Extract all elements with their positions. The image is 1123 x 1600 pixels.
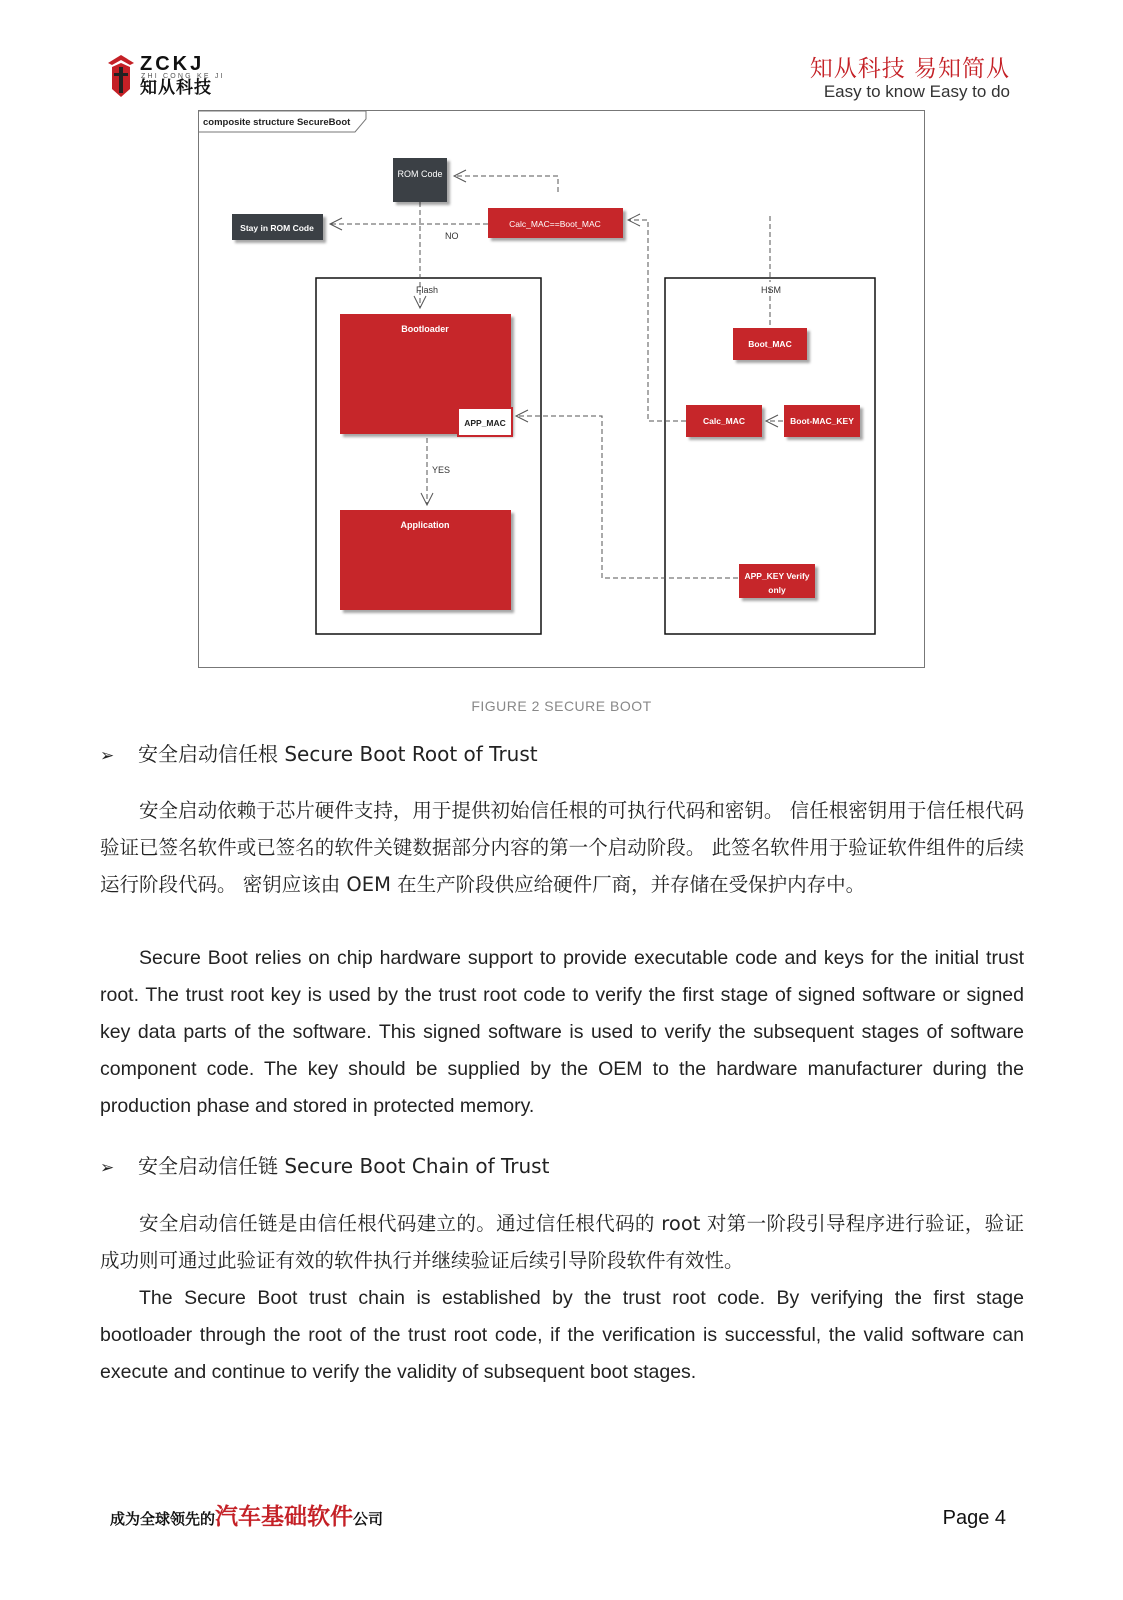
header-slogan-en: Easy to know Easy to do bbox=[823, 82, 1010, 101]
section-heading-chain-of-trust: ➢ 安全启动信任链 Secure Boot Chain of Trust bbox=[100, 1152, 549, 1182]
boot-mac-key-node bbox=[784, 405, 860, 437]
frame-title: composite structure SecureBoot bbox=[203, 117, 351, 128]
paragraph-en-chain-of-trust: The Secure Boot trust chain is established by the trust root code. By verifying the first stage bootloader through the root of the trust root code, if the verification is successful, the valid software can execute and continue to verify the validity of subsequent boot stages. bbox=[100, 1287, 1024, 1383]
arrow-bullet-icon: ➢ bbox=[100, 746, 115, 766]
edge-label-yes: YES bbox=[432, 465, 451, 475]
company-logo-icon bbox=[108, 55, 134, 97]
svg-text:APP_KEY Verify: APP_KEY Verify bbox=[744, 571, 810, 581]
svg-text:Bootloader: Bootloader bbox=[401, 324, 449, 334]
footer-slogan: 成为全球领先的汽车基础软件公司 bbox=[110, 1504, 384, 1530]
paragraph-cn-chain-of-trust: 安全启动信任链是由信任根代码建立的。通过信任根代码的 root 对第一阶段引导程序进行验证，验证成功则可通过此验证有效的软件执行并继续验证后续引导阶段软件有效性。 bbox=[100, 1212, 1024, 1272]
arrow-bullet-icon: ➢ bbox=[100, 1158, 115, 1178]
paragraph-en-root-of-trust: Secure Boot relies on chip hardware support to provide executable code and keys for the initial trust root. The trust root key is used by the trust root code to verify the first stage of signed software or signed key data parts of the software. This signed software is used to verify the subsequent stages of software component code. The key should be supplied by the OEM to the hardware manufacturer during the production phase and stored in protected memory. bbox=[100, 947, 1024, 1117]
svg-text:APP_MAC: APP_MAC bbox=[464, 418, 506, 428]
edge-calcmac-to-compare bbox=[628, 220, 686, 421]
logo-pinyin: ZHI CONG KE JI bbox=[141, 73, 225, 80]
edge-calc-to-rom bbox=[454, 176, 558, 192]
svg-text:only: only bbox=[768, 585, 786, 595]
svg-text:Application: Application bbox=[400, 520, 450, 530]
page-number: Page 4 bbox=[942, 1507, 1006, 1529]
svg-text:Boot_MAC: Boot_MAC bbox=[748, 339, 792, 349]
svg-text:Calc_MAC==Boot_MAC: Calc_MAC==Boot_MAC bbox=[509, 219, 601, 229]
logo-chinese: 知从科技 bbox=[140, 78, 212, 98]
app-mac-node bbox=[458, 408, 512, 436]
edge-label-hsm: HSM bbox=[761, 285, 781, 295]
secure-boot-diagram bbox=[198, 110, 925, 668]
paragraph-cn-root-of-trust: 安全启动依赖于芯片硬件支持，用于提供初始信任根的可执行代码和密钥。 信任根密钥用于信任根代码验证已签名软件或已签名的软件关键数据部分内容的第一个启动阶段。 此签名软件用于验证软件组件的后续运行阶段代码。 密钥应该由 OEM 在生产阶段供应给硬件厂商，并存储在受保护内存中。 bbox=[100, 799, 1024, 896]
svg-text:Calc_MAC: Calc_MAC bbox=[702, 416, 746, 426]
figure-caption: FIGURE 2 SECURE BOOT bbox=[471, 698, 652, 714]
section-heading-root-of-trust: ➢ 安全启动信任根 Secure Boot Root of Trust bbox=[100, 740, 538, 770]
header-slogan-cn: 知从科技 易知简从 bbox=[809, 56, 1010, 82]
calc-mac-compare-node bbox=[488, 208, 623, 238]
edge-label-flash: Flash bbox=[416, 285, 439, 295]
edge-appkey-to-appmac bbox=[516, 416, 738, 578]
calc-mac-node bbox=[686, 405, 762, 437]
svg-text:ROM Code: ROM Code bbox=[397, 169, 443, 179]
edge-label-no: NO bbox=[445, 231, 459, 241]
boot-mac-node bbox=[733, 328, 807, 360]
svg-text:Stay in ROM Code: Stay in ROM Code bbox=[240, 223, 314, 233]
application-node bbox=[340, 510, 511, 610]
stay-in-rom-node bbox=[232, 214, 323, 240]
logo-latin: ZCKJ bbox=[140, 53, 205, 75]
svg-text:Boot-MAC_KEY: Boot-MAC_KEY bbox=[790, 416, 854, 426]
app-key-verify-node bbox=[739, 564, 815, 598]
rom-code-node bbox=[393, 158, 447, 202]
